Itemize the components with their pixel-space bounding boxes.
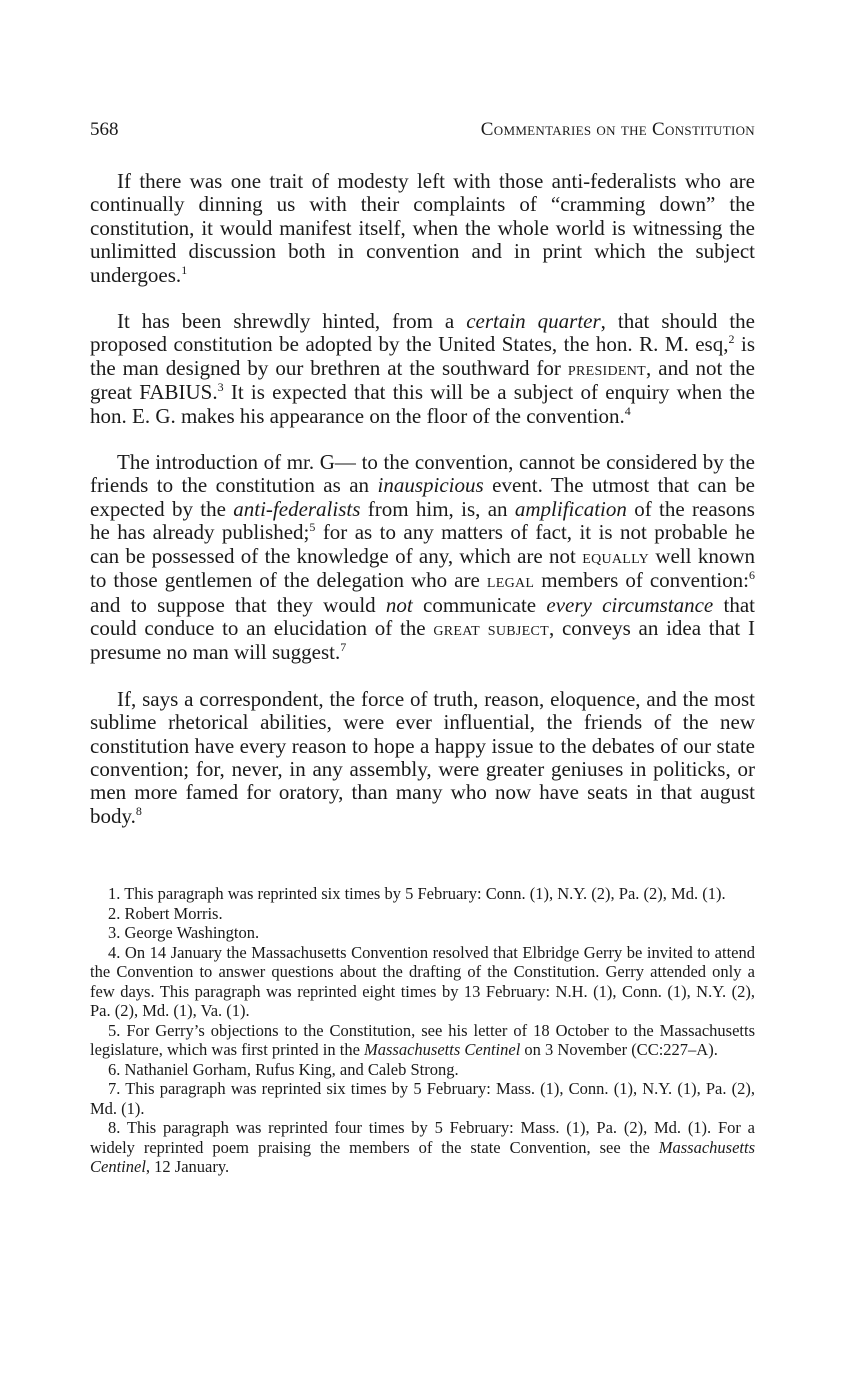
paragraph-text: It is expected that this will be a subject of enquiry when the hon. E. G. makes his appearance on the floor of the convention. — [90, 380, 755, 428]
paragraph-text: The introduction of mr. G— to the convention, cannot be considered by the friends to the constitution as an — [90, 450, 755, 498]
paragraph-text: communicate — [412, 592, 547, 617]
paragraph-text: well known to those gentlemen of the delegation who are — [90, 543, 755, 593]
italic-text: Massachusetts Centinel — [364, 1040, 521, 1059]
footnote-1 — [90, 884, 755, 904]
footnote-text: 3. George Washington. — [108, 923, 260, 942]
paragraph-text: for as to any matters of fact, it is not probable he can be possessed of the knowledge of any, which are not — [90, 520, 755, 568]
paragraph-text: event. The utmost that can be expected by the — [90, 473, 755, 521]
footnote-ref: 7 — [340, 640, 347, 655]
paragraph-text: is the man designed by our brethren at the southward for — [90, 332, 756, 380]
italic-text: inauspicious — [377, 473, 484, 498]
paragraph-2 — [90, 310, 755, 428]
footnote-5 — [90, 1021, 755, 1060]
italic-text: not — [385, 592, 413, 617]
footnote-text: 8. This paragraph was reprinted four times by 5 February: Mass. (1), Pa. (2), Md. (1). For a widely reprinted poem praising the members of the state Convention, see the — [90, 1118, 755, 1157]
footnotes — [90, 884, 755, 1177]
footnote-text: , 12 January. — [145, 1157, 230, 1176]
footnote-8 — [90, 1118, 755, 1177]
footnote-text: 7. This paragraph was reprinted six times by 5 February: Mass. (1), Conn. (1), N.Y. (1), Pa. (2), Md. (1). — [90, 1079, 755, 1118]
footnote-text: 5. For Gerry’s objections to the Constitution, see his letter of 18 October to the Massachusetts legislature, which was first printed in the — [90, 1020, 755, 1059]
small-caps-text: legal — [486, 570, 535, 593]
paragraph-4 — [90, 688, 755, 828]
paragraph-3 — [90, 451, 755, 665]
running-title: Commentaries on the Constitution — [480, 119, 755, 140]
footnote-text: 2. Robert Morris. — [108, 903, 223, 923]
footnote-text: 6. Nathaniel Gorham, Rufus King, and Caleb Strong. — [108, 1059, 459, 1079]
paragraph-text: that could conduce to an elucidation of the — [90, 592, 755, 640]
paragraph-text: , conveys an idea that I presume no man will suggest. — [90, 615, 755, 665]
italic-text: Massachusetts Centinel — [90, 1137, 755, 1176]
footnote-text: 1. This paragraph was reprinted six times by 5 February: Conn. (1), N.Y. (2), Pa. (2), Md. (1). — [108, 884, 726, 903]
footnote-4 — [90, 943, 755, 1021]
small-caps-text: equally — [582, 545, 650, 568]
paragraph-text: If, says a correspondent, the force of truth, reason, eloquence, and the most sublime rhetorical abilities, were ever influential, the friends of the new constitution have every reason to hope a happy issue to the debates of our state convention; for, never, in any assembly, were greater geniuses in politicks, or men more famed for oratory, than many who now have seats in that august body. — [90, 686, 755, 828]
italic-text: amplification — [514, 496, 627, 521]
paragraph-text: and to suppose that they would — [90, 592, 386, 617]
italic-text: every circumstance — [546, 592, 714, 617]
footnote-6 — [90, 1060, 755, 1080]
footnote-ref: 6 — [749, 568, 755, 583]
footnote-ref: 4 — [624, 403, 631, 418]
paragraph-text: It has been shrewdly hinted, from a — [117, 309, 467, 334]
paragraph-1 — [90, 170, 755, 287]
paragraph-text: , and not the great FABIUS. — [90, 355, 755, 405]
footnote-text: 4. On 14 January the Massachusetts Convention resolved that Elbridge Gerry be invited to attend the Convention to answer questions about the drafting of the Constitution. Gerry attended only a few days. This paragraph was reprinted eight times by 13 February: N.H. (1), Conn. (1), N.Y. (2), Pa. (2), Md. (1), Va. (1). — [90, 942, 755, 1020]
footnote-ref: 3 — [217, 380, 224, 395]
small-caps-text: great subject — [433, 617, 549, 640]
italic-text: certain quarter — [466, 309, 601, 334]
footnote-ref: 5 — [309, 520, 316, 535]
paragraph-text: from him, is, an — [360, 496, 515, 521]
footnote-text: on 3 November (CC:227–A). — [520, 1040, 718, 1059]
footnote-7 — [90, 1079, 755, 1118]
article-body — [90, 170, 755, 851]
footnote-ref: 8 — [135, 803, 142, 818]
footnote-3 — [90, 923, 755, 943]
page-number: 568 — [90, 119, 119, 140]
paragraph-text: If there was one trait of modesty left with those anti-federalists who are continually dinning us with their complaints of “cramming down” the constitution, it would manifest itself, when the whole world is witnessing the unlimitted discussion both in convention and in print which the subject undergoes. — [90, 169, 755, 287]
footnote-ref: 2 — [728, 332, 735, 347]
small-caps-text: president — [567, 357, 647, 380]
footnote-ref: 1 — [181, 262, 188, 277]
page-header — [90, 119, 755, 145]
italic-text: anti-federalists — [233, 496, 361, 521]
paragraph-text: , that should the proposed constitution be adopted by the United States, the hon. R. M. esq, — [90, 309, 755, 357]
paragraph-text: of the reasons he has already published; — [90, 496, 755, 545]
footnote-2 — [90, 904, 755, 924]
paragraph-text: members of convention: — [534, 568, 749, 593]
